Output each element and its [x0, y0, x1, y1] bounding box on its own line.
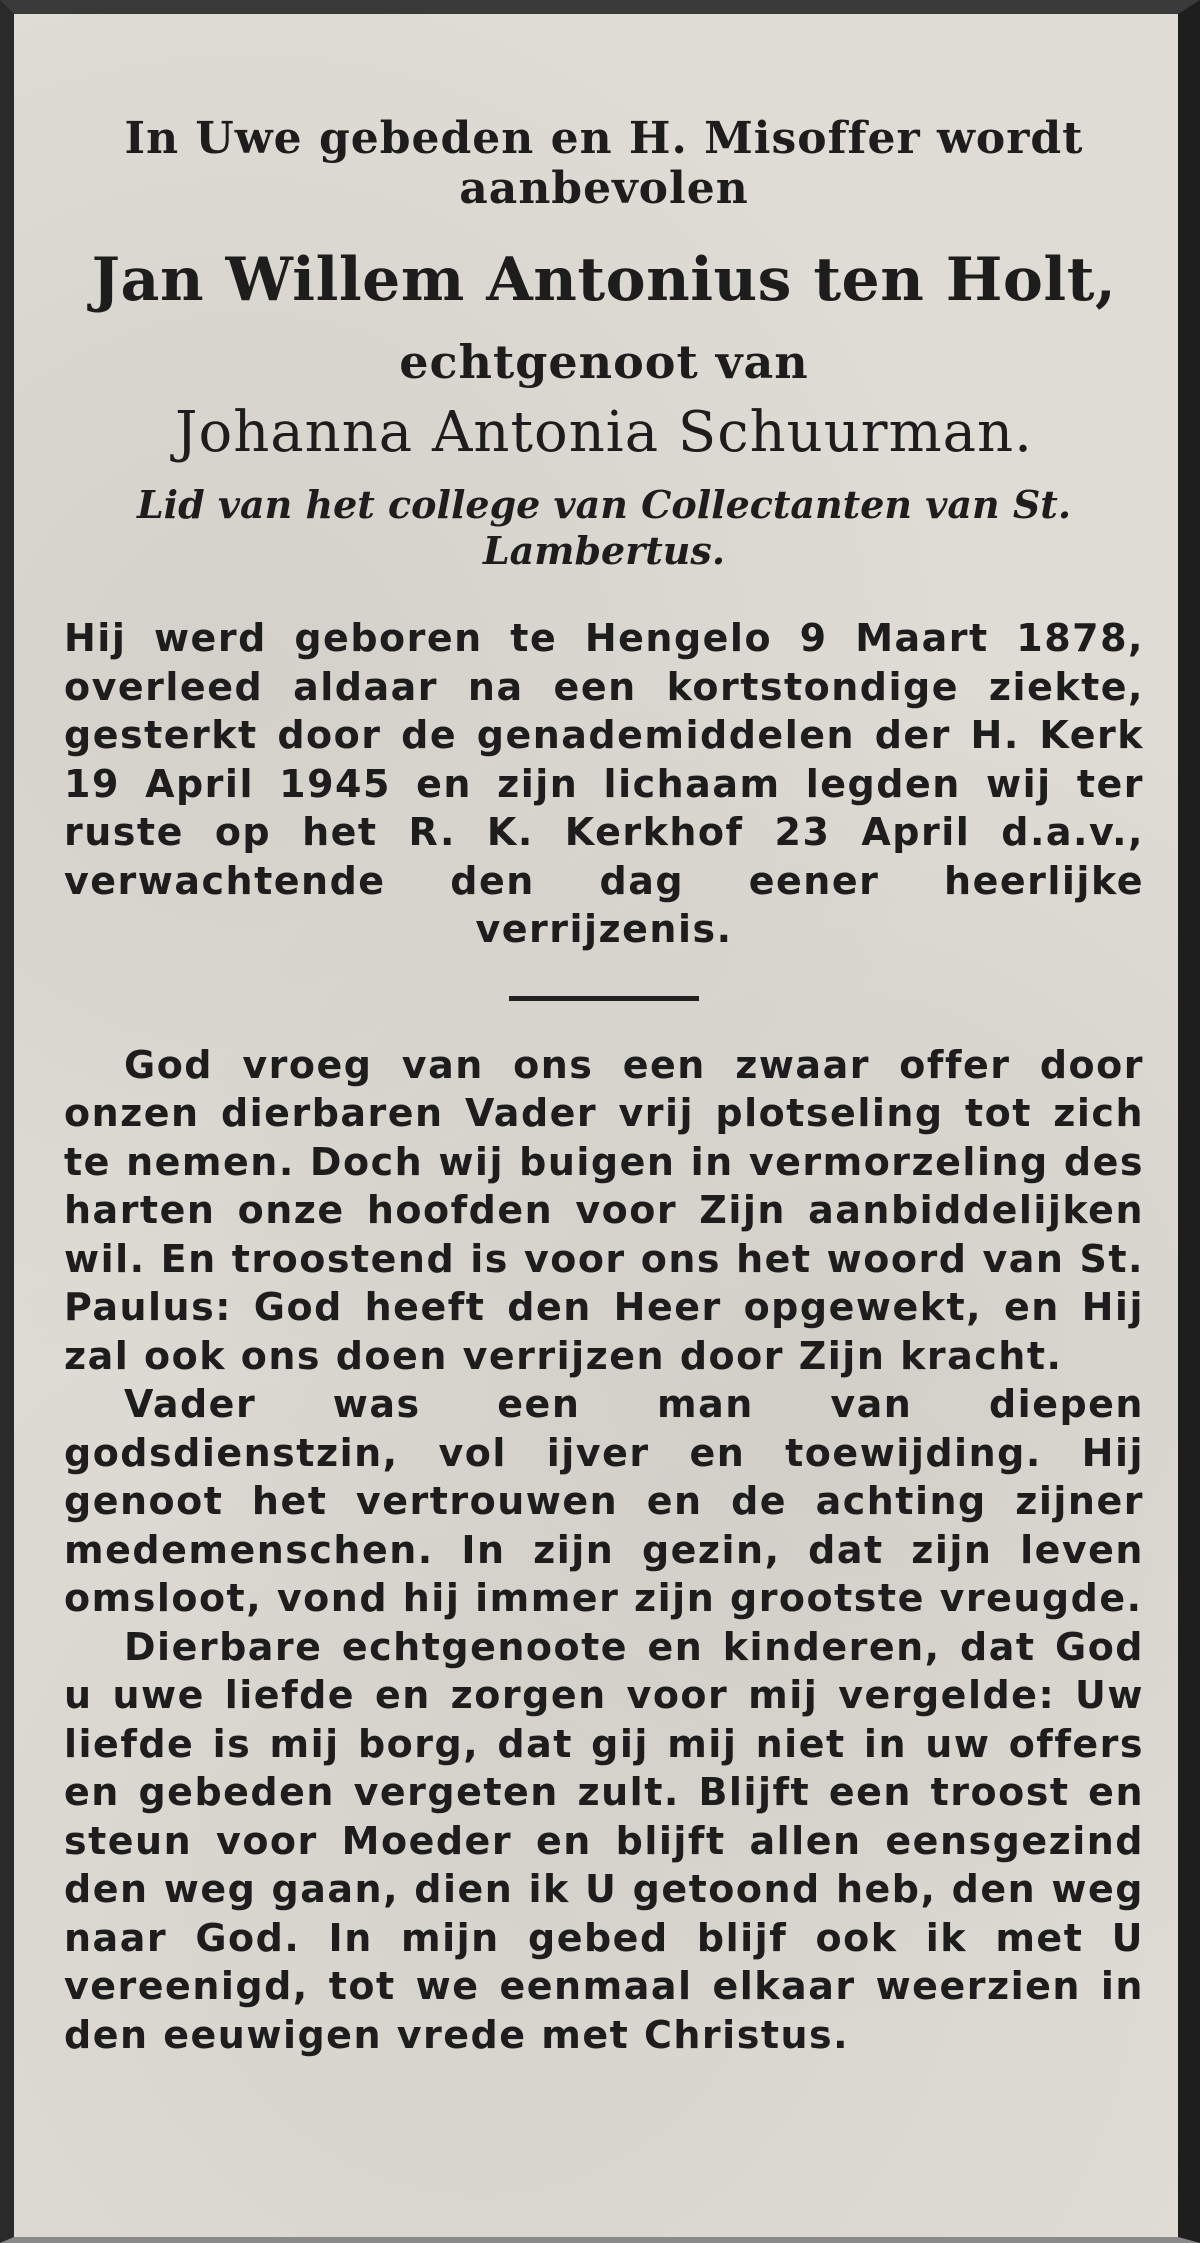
- role-text: Lid van het college van Collectanten van St. Lambertus.: [136, 482, 1072, 573]
- deceased-name: Jan Willem Antonius ten Holt,: [91, 245, 1117, 315]
- body-paragraph: Dierbare echtgenoote en kinderen, dat God u uwe liefde en zorgen voor mij vergelde: Uw liefde is mij borg, dat gij mij niet in uw offers en gebeden vergeten zult. Blijft een troost en steun voor Moeder en blijft allen eensgezind den weg gaan, dien ik U getoond heb, den weg naar God. In mijn gebed blijf ook ik met U vereenigd, tot we eenmaal elkaar weerzien in den eeuwigen vrede met Christus.: [64, 1624, 1144, 2057]
- birth-death-paragraph: Hij werd geboren te Hengelo 9 Maart 1878, overleed aldaar na een kortstondige ziekte, gesterkt door de genademiddelen der H. Kerk 19 April 1945 en zijn lichaam legden wij ter ruste op het R. K. Kerkhof 23 April d.a.v., verwachtende den dag eener heerlijke verrijzenis.: [64, 616, 1144, 951]
- divider-rule: [509, 996, 699, 1001]
- body-paragraph: Vader was een man van diepen godsdienstzin, vol ijver en toewijding. Hij genoot het vertrouwen en de achting zijner medemenschen. In zijn gezin, dat zijn leven omsloot, vond hij immer zijn grootste vreugde.: [64, 1382, 1144, 1620]
- card-content: [64, 114, 1144, 2059]
- intro-text: In Uwe gebeden en H. Misoffer wordt aanbevolen: [124, 113, 1084, 214]
- spouse-name: Johanna Antonia Schuurman.: [175, 400, 1033, 465]
- spouse-label: echtgenoot van: [399, 335, 809, 389]
- body-paragraph: God vroeg van ons een zwaar offer door onzen dierbaren Vader vrij plotseling tot zich te nemen. Doch wij buigen in vermorzeling des harten onze hoofden voor Zijn aanbiddelijken wil. En troostend is voor ons het woord van St. Paulus: God heeft den Heer opgewekt, en Hij zal ook ons doen verrijzen door Zijn kracht.: [64, 1042, 1144, 1378]
